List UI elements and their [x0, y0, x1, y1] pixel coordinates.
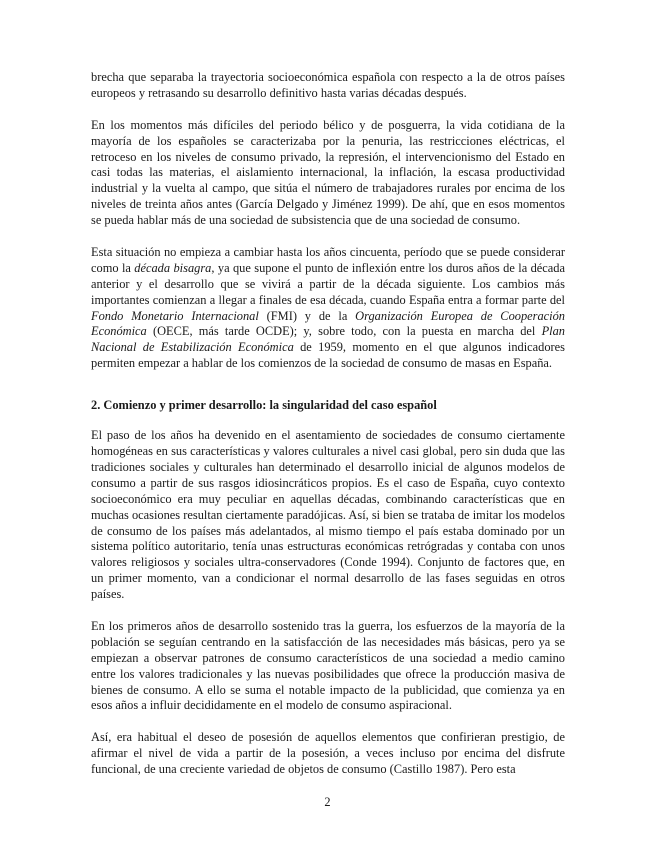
- paragraph-6: Así, era habitual el deseo de posesión de aquellos elementos que confirieran prestigio, de afirmar el nivel de vida a partir de la posesión, a veces incluso por encima del disfrute funcional, de una creciente variedad de objetos de consumo (Castillo 1987). Pero esta: [91, 730, 565, 777]
- paragraph-3-italic-fmi: Fondo Monetario Internacional: [91, 308, 259, 323]
- paragraph-3-text-c: , ya que supone el punto de inflexión entre los duros años de la década anterior y el desarrollo que se vivirá a partir de la década siguiente. Los cambios más importantes comienzan a llegar a finales de esa década, cuando España entra a formar parte del: [91, 260, 565, 307]
- document-page: [91, 70, 565, 794]
- page-number: 2: [324, 795, 331, 809]
- paragraph-3-text-a: Esta situación no empieza a cambiar hasta los años cincuenta, período que se puede considerar como la: [91, 244, 565, 275]
- paragraph-1: brecha que separaba la trayectoria socioeconómica española con respecto a la de otros países europeos y retrasando su desarrollo definitivo hasta varias décadas después.: [91, 70, 565, 100]
- paragraph-2: En los momentos más difíciles del periodo bélico y de posguerra, la vida cotidiana de la mayoría de los españoles se caracterizaba por la penuria, las restricciones eléctricas, el retroceso en los niveles de consumo privado, la represión, el intervencionismo del Estado en casi todas las materias, el aislamiento internacional, la inflación, la escasa productividad industrial y la vuelta al campo, que sitúa el número de trabajadores rurales por encima de los niveles de treinta años antes (García Delgado y Jiménez 1999). De ahí, que en esos momentos se pueda hablar más de una sociedad de subsistencia que de una sociedad de consumo.: [91, 117, 565, 228]
- paragraph-3: [91, 245, 565, 372]
- paragraph-3-text-e: (FMI) y de la: [258, 308, 356, 323]
- paragraph-3-italic-plan-nacional: Plan Nacional de Estabilización Económica: [91, 324, 565, 355]
- section-heading: 2. Comienzo y primer desarrollo: la singularidad del caso español: [91, 398, 437, 413]
- paragraph-5: En los primeros años de desarrollo sostenido tras la guerra, los esfuerzos de la mayoría de la población se seguían centrando en la satisfacción de las necesidades más básicas, pero ya se empiezan a observar patrones de consumo característicos de una sociedad a medio camino entre los valores tradicionales y las nuevas posibilidades que ofrece la producción masiva de bienes de consumo. A ello se suma el notable impacto de la publicidad, que comienza ya en esos años a influir decididamente en el modelo de consumo aspiracional.: [91, 618, 565, 713]
- paragraph-3-text-g: (OECE, más tarde OCDE); y, sobre todo, con la puesta en marcha del: [146, 324, 542, 339]
- paragraph-4: El paso de los años ha devenido en el asentamiento de sociedades de consumo ciertamente homogéneas en sus características y valores culturales a nivel casi global, pero sin duda que las tradiciones sociales y culturales han determinado el desarrollo inicial de algunos modelos de consumo a partir de sus rasgos idiosincráticos propios. Es el caso de España, cuyo contexto socioeconómico era muy peculiar en aquellas décadas, combinando características que en muchas ocasiones resultan ciertamente paradójicas. Así, si bien se trataba de imitar los modelos de consumo de los países más adelantados, al mismo tiempo el país estaba dominado por un sistema político autoritario, tenía unas estructuras económicas retrógradas y contaba con unos valores religiosos y sociales ultra-conservadores (Conde 1994). Conjunto de factores que, en un primer momento, van a condicionar el normal desarrollo de las fases seguidas en otros países.: [91, 428, 565, 602]
- paragraph-3-text-i: de 1959, momento en el que algunos indicadores permiten empezar a hablar de los comienzos de la sociedad de consumo de masas en España.: [91, 340, 565, 371]
- paragraph-3-italic-decada-bisagra: década bisagra: [134, 260, 212, 275]
- paragraph-3-italic-oece: Organización Europea de Cooperación Económica: [91, 308, 566, 339]
